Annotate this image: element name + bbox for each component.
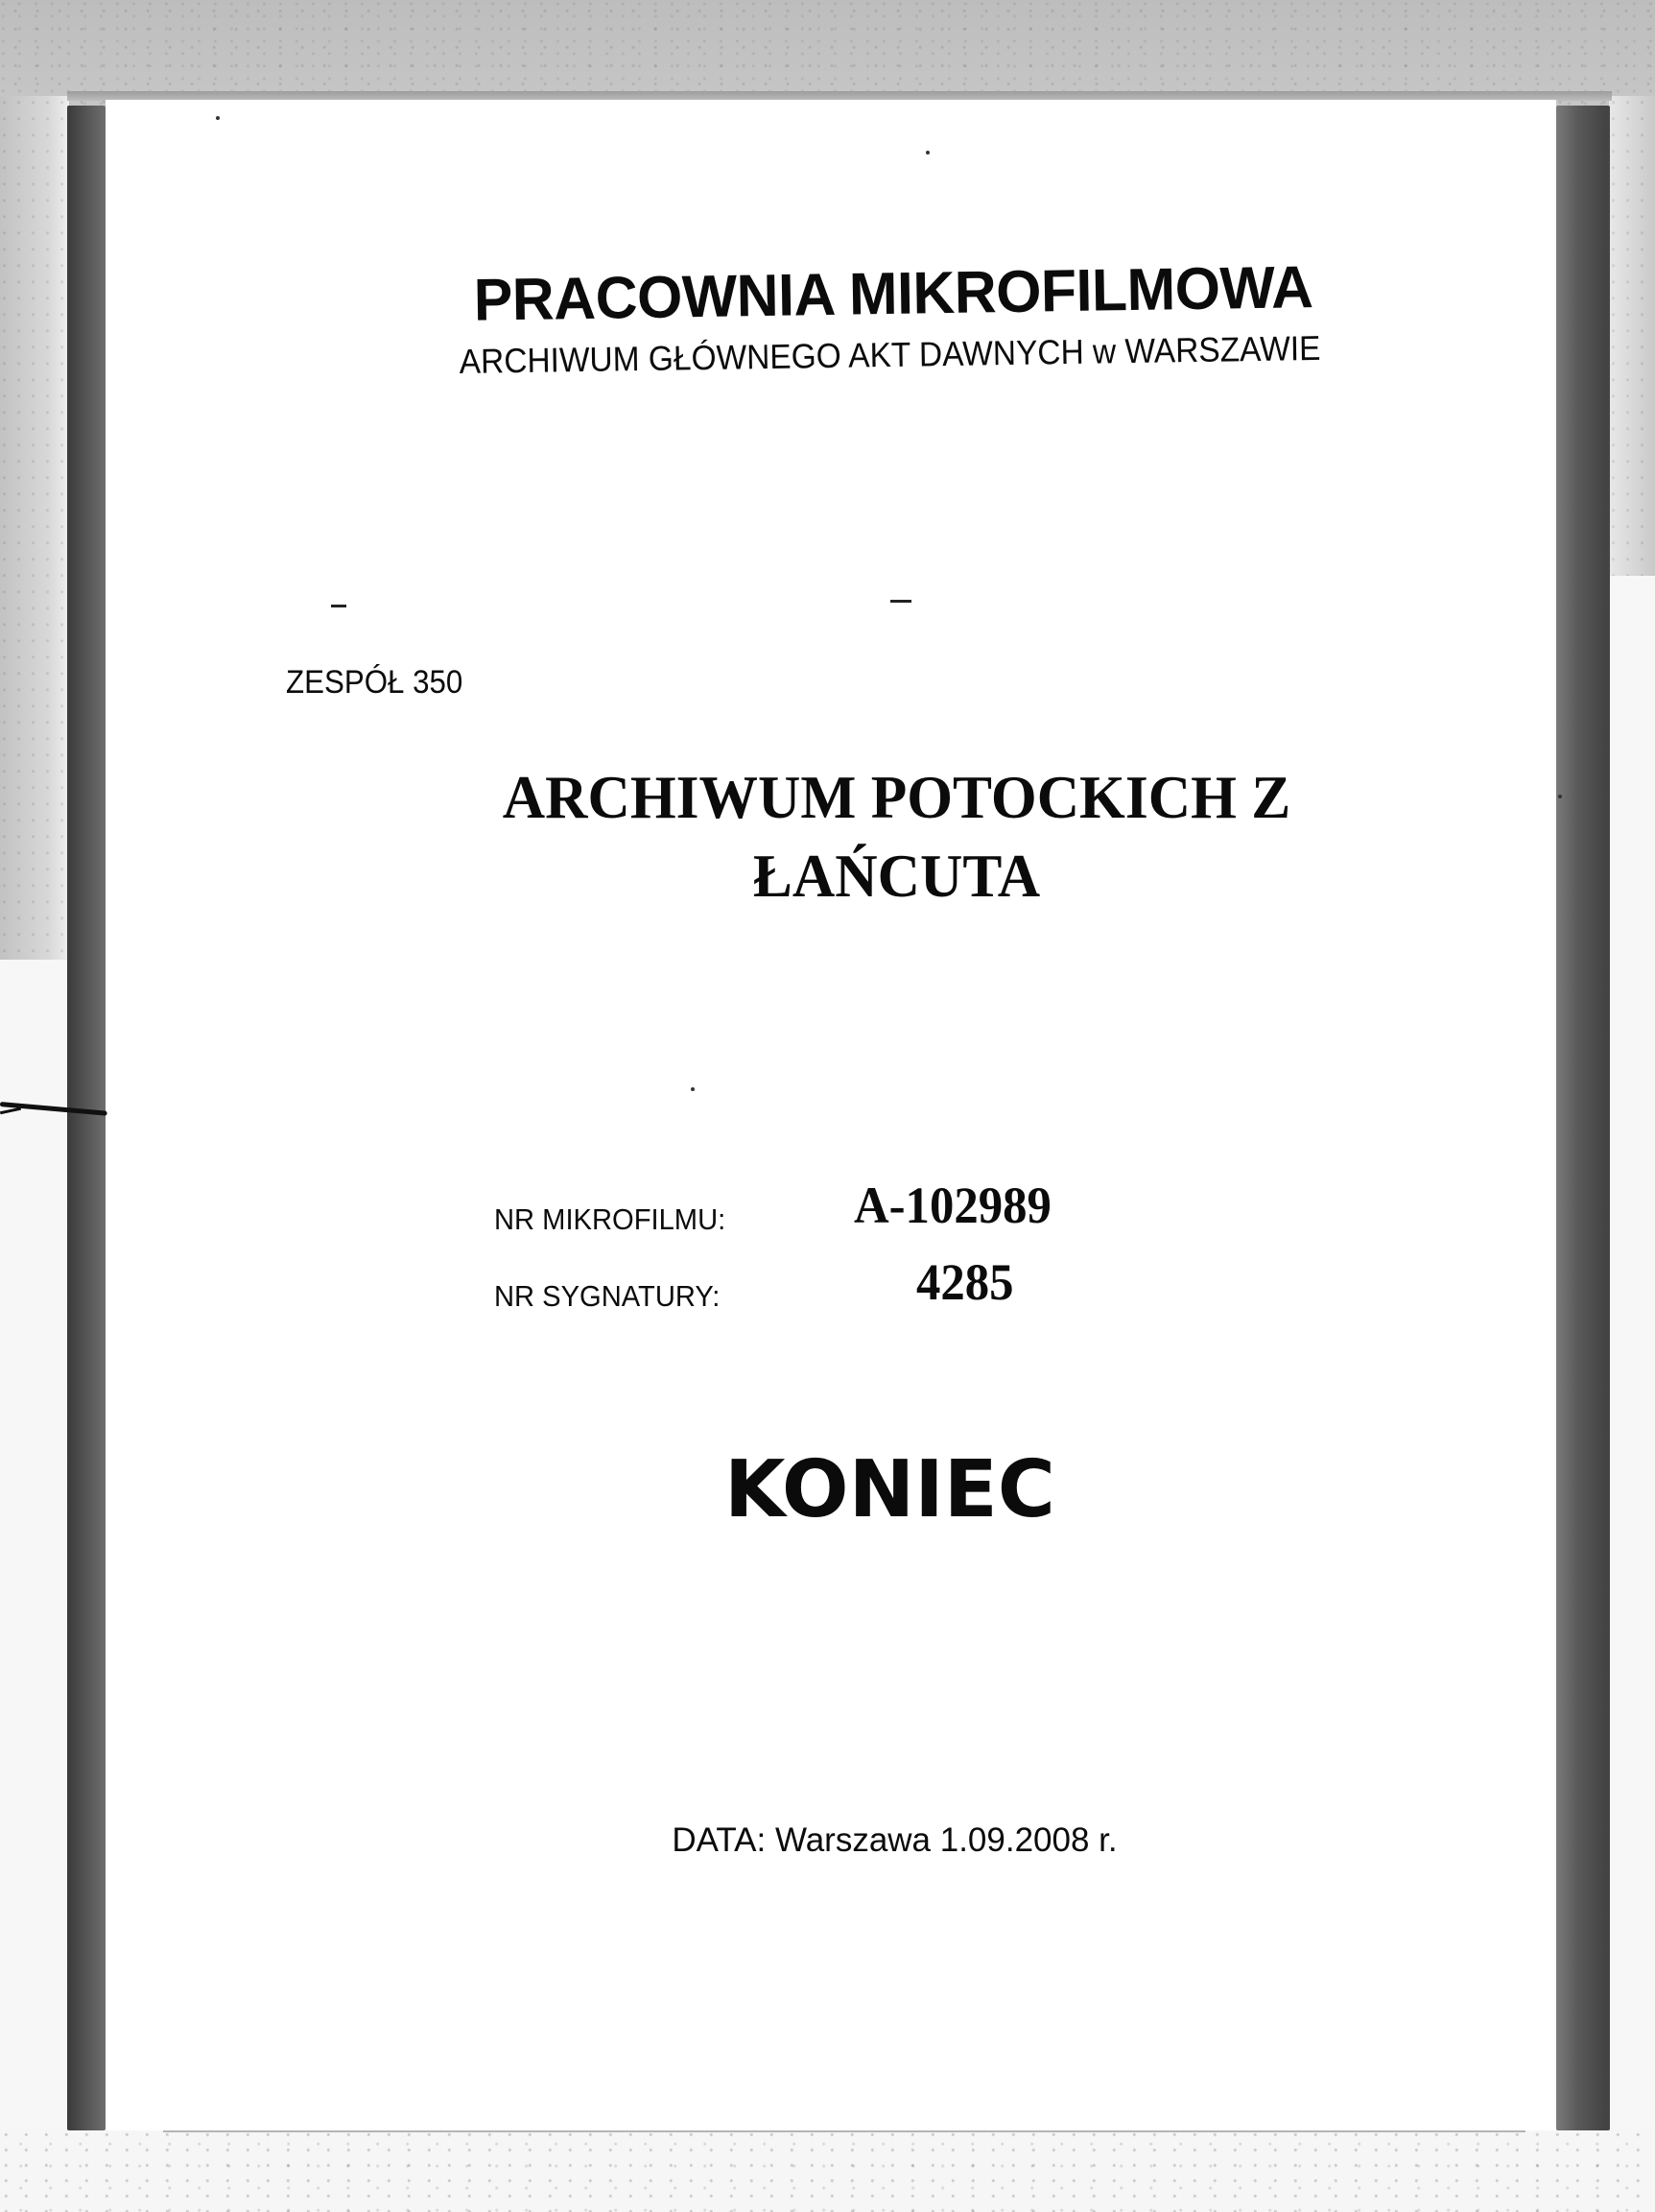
collection-title-line-1: ARCHIWUM POTOCKICH Z	[502, 763, 1291, 831]
dust-speck	[691, 1087, 695, 1091]
fonds-label: ZESPÓŁ 350	[286, 664, 463, 701]
date-line: DATA: Warszawa 1.09.2008 r.	[672, 1821, 1118, 1859]
signature-number-label: NR SYGNATURY:	[494, 1279, 721, 1313]
separator-dash	[331, 605, 346, 607]
separator-dash	[890, 600, 911, 603]
microfilm-number-label: NR MIKROFILMU:	[494, 1202, 726, 1236]
film-edge-line	[163, 2130, 1525, 2132]
scanner-background-right	[1609, 96, 1655, 576]
signature-number-value: 4285	[916, 1253, 1014, 1311]
end-marker: KONIEC	[724, 1444, 1055, 1535]
header-title: PRACOWNIA MIKROFILMOWA	[473, 254, 1313, 334]
header-subtitle: ARCHIWUM GŁÓWNEGO AKT DAWNYCH w WARSZAWIE	[459, 327, 1321, 382]
scanner-background-bottom	[0, 2129, 1655, 2212]
dust-speck	[216, 116, 220, 120]
dust-speck	[926, 151, 930, 155]
microfilm-number-value: A-102989	[854, 1177, 1052, 1234]
film-scratch	[0, 1107, 21, 1115]
collection-title-line-2: ŁAŃCUTA	[752, 842, 1041, 910]
collection-title	[34, 758, 1622, 916]
